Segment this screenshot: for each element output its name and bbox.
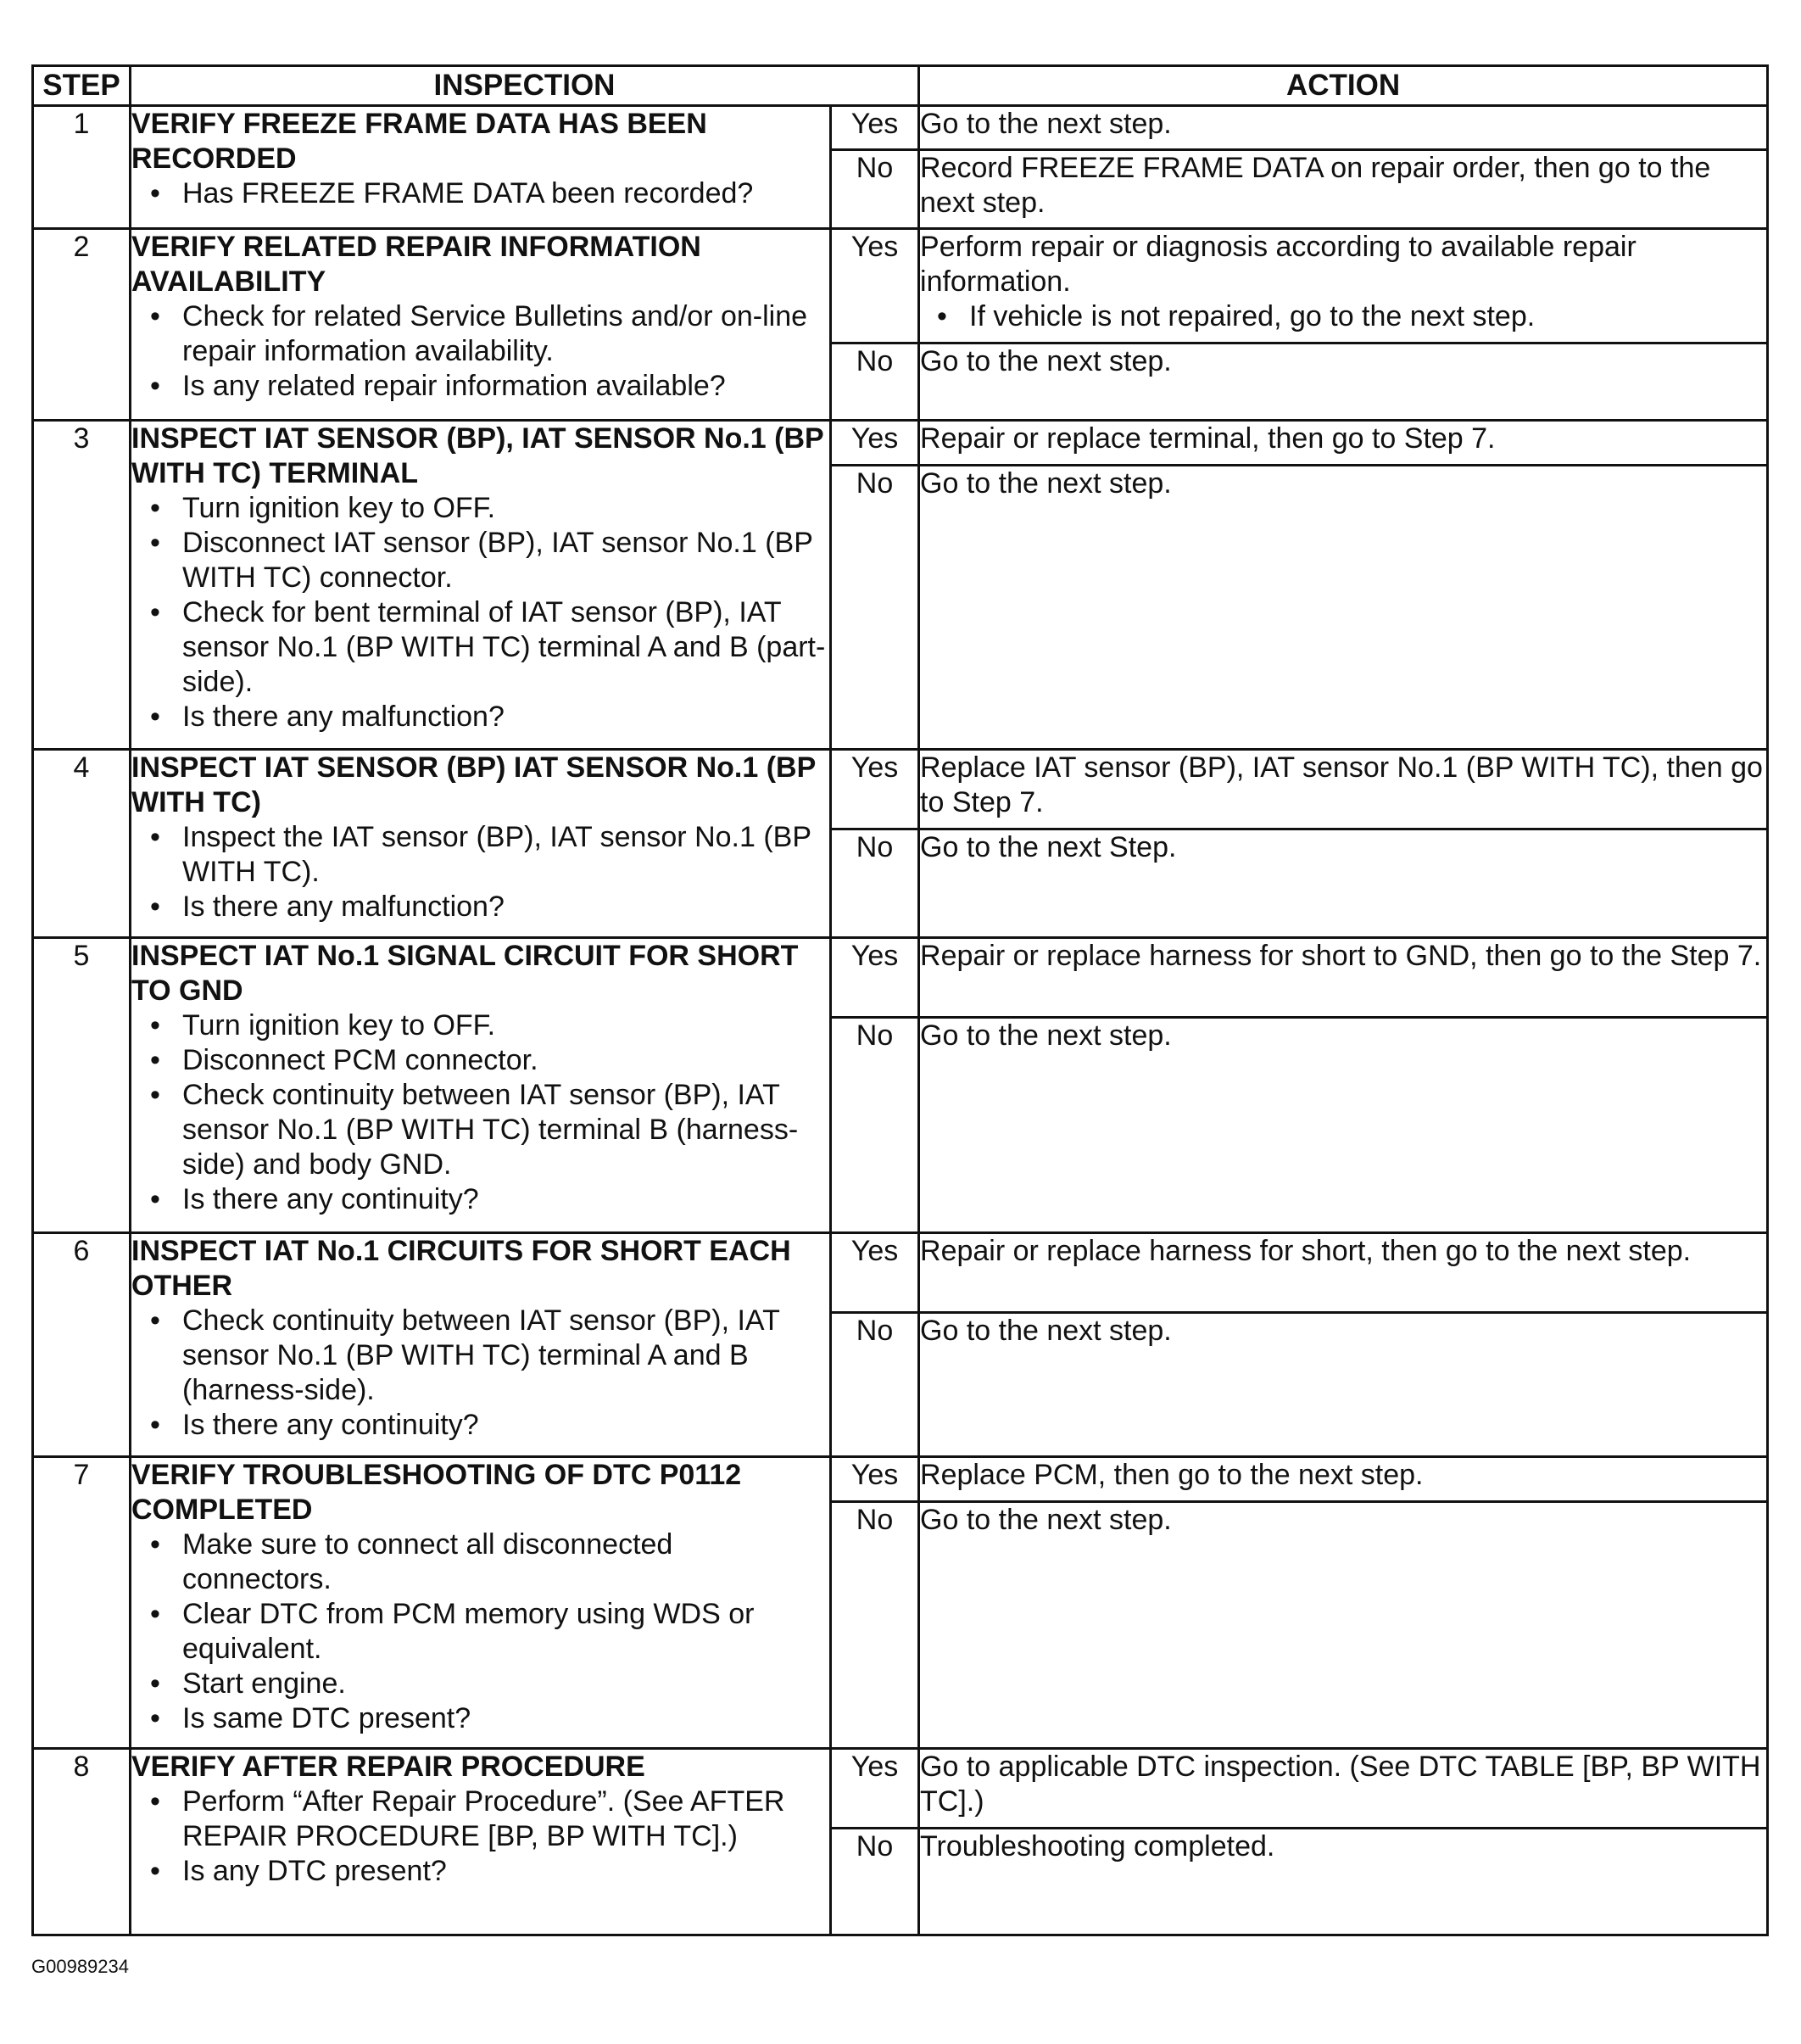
yes-action-text: Replace PCM, then go to the next step.	[920, 1459, 1424, 1491]
inspection-cell	[131, 1457, 831, 1749]
inspection-bullets	[131, 176, 829, 211]
yes-label: Yes	[831, 1233, 919, 1313]
no-action: Go to the next step.	[919, 1502, 1768, 1749]
step-number: 5	[33, 938, 131, 1233]
inspection-bullet: • Inspect the IAT sensor (BP), IAT sensor No.1 (BP WITH TC).	[182, 820, 829, 890]
step-number: 7	[33, 1457, 131, 1749]
step-row	[33, 421, 1768, 466]
inspection-cell	[131, 106, 831, 229]
inspection-bullet: • Is there any malfunction?	[182, 700, 829, 734]
inspection-title: VERIFY TROUBLESHOOTING OF DTC P0112 COMPLETED	[131, 1459, 742, 1526]
inspection-bullets	[131, 820, 829, 924]
inspection-cell	[131, 229, 831, 421]
yes-action-text: Repair or replace harness for short to GND, then go to the Step 7.	[920, 940, 1762, 972]
no-label: No	[831, 1829, 919, 1935]
inspection-bullet: • Check continuity between IAT sensor (BP), IAT sensor No.1 (BP WITH TC) terminal B (harness-side) and body GND.	[182, 1078, 829, 1182]
inspection-bullet: • Is same DTC present?	[182, 1701, 829, 1736]
no-label: No	[831, 829, 919, 938]
inspection-bullet: • Is there any continuity?	[182, 1182, 829, 1217]
yes-label: Yes	[831, 106, 919, 150]
yes-label: Yes	[831, 1457, 919, 1502]
yes-action-text: Go to applicable DTC inspection. (See DTC TABLE [BP, BP WITH TC].)	[920, 1751, 1761, 1818]
inspection-bullet: • Check continuity between IAT sensor (BP), IAT sensor No.1 (BP WITH TC) terminal A and B (harness-side).	[182, 1304, 829, 1408]
yes-action	[919, 938, 1768, 1018]
inspection-bullet: • Turn ignition key to OFF.	[182, 1008, 829, 1043]
inspection-title: INSPECT IAT SENSOR (BP), IAT SENSOR No.1 (BP WITH TC) TERMINAL	[131, 422, 824, 489]
inspection-cell	[131, 938, 831, 1233]
inspection-cell	[131, 421, 831, 750]
inspection-bullet: • Disconnect PCM connector.	[182, 1043, 829, 1078]
inspection-cell	[131, 750, 831, 938]
figure-code: G00989234	[31, 1956, 129, 1977]
step-row	[33, 1457, 1768, 1502]
step-row	[33, 1749, 1768, 1829]
step-number: 8	[33, 1749, 131, 1935]
no-label: No	[831, 1313, 919, 1457]
step-number: 3	[33, 421, 131, 750]
yes-action	[919, 229, 1768, 343]
yes-action-bullets	[920, 299, 1766, 334]
troubleshooting-table	[31, 64, 1769, 1936]
yes-label: Yes	[831, 421, 919, 466]
inspection-bullets	[131, 1008, 829, 1217]
inspection-bullet: • Is any related repair information available?	[182, 369, 829, 404]
no-label: No	[831, 1502, 919, 1749]
yes-action-text: Perform repair or diagnosis according to available repair information.	[920, 231, 1637, 298]
inspection-bullet: • Clear DTC from PCM memory using WDS or equivalent.	[182, 1597, 829, 1667]
inspection-title: VERIFY FREEZE FRAME DATA HAS BEEN RECORDED	[131, 108, 707, 175]
inspection-bullet: • Check for related Service Bulletins and/or on-line repair information availability.	[182, 299, 829, 369]
inspection-bullets	[131, 299, 829, 404]
inspection-title: VERIFY AFTER REPAIR PROCEDURE	[131, 1751, 645, 1783]
yes-label: Yes	[831, 229, 919, 343]
no-action: Troubleshooting completed.	[919, 1829, 1768, 1935]
no-action: Go to the next step.	[919, 466, 1768, 750]
yes-action	[919, 1749, 1768, 1829]
inspection-bullet: • Make sure to connect all disconnected connectors.	[182, 1527, 829, 1597]
no-action: Go to the next step.	[919, 1018, 1768, 1233]
no-label: No	[831, 466, 919, 750]
step-number: 4	[33, 750, 131, 938]
inspection-bullets	[131, 1784, 829, 1889]
yes-label: Yes	[831, 1749, 919, 1829]
inspection-bullet: • Check for bent terminal of IAT sensor (BP), IAT sensor No.1 (BP WITH TC) terminal A and B (part-side).	[182, 595, 829, 700]
inspection-bullet: • Has FREEZE FRAME DATA been recorded?	[182, 176, 829, 211]
header-action: ACTION	[919, 66, 1768, 106]
inspection-bullet: • Perform “After Repair Procedure”. (See AFTER REPAIR PROCEDURE [BP, BP WITH TC].)	[182, 1784, 829, 1854]
yes-action-text: Repair or replace terminal, then go to Step 7.	[920, 422, 1496, 455]
yes-action-text: Repair or replace harness for short, then go to the next step.	[920, 1235, 1692, 1267]
inspection-title: INSPECT IAT SENSOR (BP) IAT SENSOR No.1 (BP WITH TC)	[131, 751, 816, 818]
yes-action	[919, 106, 1768, 150]
yes-action-text: Replace IAT sensor (BP), IAT sensor No.1 (BP WITH TC), then go to Step 7.	[920, 751, 1763, 818]
step-row	[33, 938, 1768, 1018]
step-row	[33, 106, 1768, 150]
inspection-bullet: • Is there any malfunction?	[182, 890, 829, 924]
inspection-bullet: • Is there any continuity?	[182, 1408, 829, 1443]
step-number: 1	[33, 106, 131, 229]
no-action: Go to the next step.	[919, 343, 1768, 421]
no-label: No	[831, 1018, 919, 1233]
inspection-bullets	[131, 491, 829, 734]
step-row	[33, 750, 1768, 829]
inspection-title: VERIFY RELATED REPAIR INFORMATION AVAILABILITY	[131, 231, 701, 298]
header-step: STEP	[33, 66, 131, 106]
step-row	[33, 1233, 1768, 1313]
no-action: Go to the next step.	[919, 1313, 1768, 1457]
inspection-cell	[131, 1749, 831, 1935]
yes-action	[919, 750, 1768, 829]
header-inspection: INSPECTION	[131, 66, 919, 106]
inspection-bullets	[131, 1304, 829, 1443]
no-label: No	[831, 343, 919, 421]
yes-action	[919, 1233, 1768, 1313]
inspection-cell	[131, 1233, 831, 1457]
header-row	[33, 66, 1768, 106]
inspection-bullet: • Turn ignition key to OFF.	[182, 491, 829, 526]
yes-action	[919, 421, 1768, 466]
no-label: No	[831, 150, 919, 229]
step-row	[33, 229, 1768, 343]
step-number: 2	[33, 229, 131, 421]
inspection-bullet: • Is any DTC present?	[182, 1854, 829, 1889]
step-number: 6	[33, 1233, 131, 1457]
inspection-bullet: • Disconnect IAT sensor (BP), IAT sensor No.1 (BP WITH TC) connector.	[182, 526, 829, 595]
inspection-title: INSPECT IAT No.1 SIGNAL CIRCUIT FOR SHORT TO GND	[131, 940, 799, 1007]
inspection-title: INSPECT IAT No.1 CIRCUITS FOR SHORT EACH OTHER	[131, 1235, 791, 1302]
yes-action-text: Go to the next step.	[920, 108, 1172, 140]
table-body	[33, 106, 1768, 1935]
no-action: Record FREEZE FRAME DATA on repair order, then go to the next step.	[919, 150, 1768, 229]
yes-action-bullet: • If vehicle is not repaired, go to the next step.	[969, 299, 1766, 334]
inspection-bullet: • Start engine.	[182, 1667, 829, 1701]
yes-label: Yes	[831, 750, 919, 829]
no-action: Go to the next Step.	[919, 829, 1768, 938]
inspection-bullets	[131, 1527, 829, 1736]
yes-label: Yes	[831, 938, 919, 1018]
yes-action	[919, 1457, 1768, 1502]
